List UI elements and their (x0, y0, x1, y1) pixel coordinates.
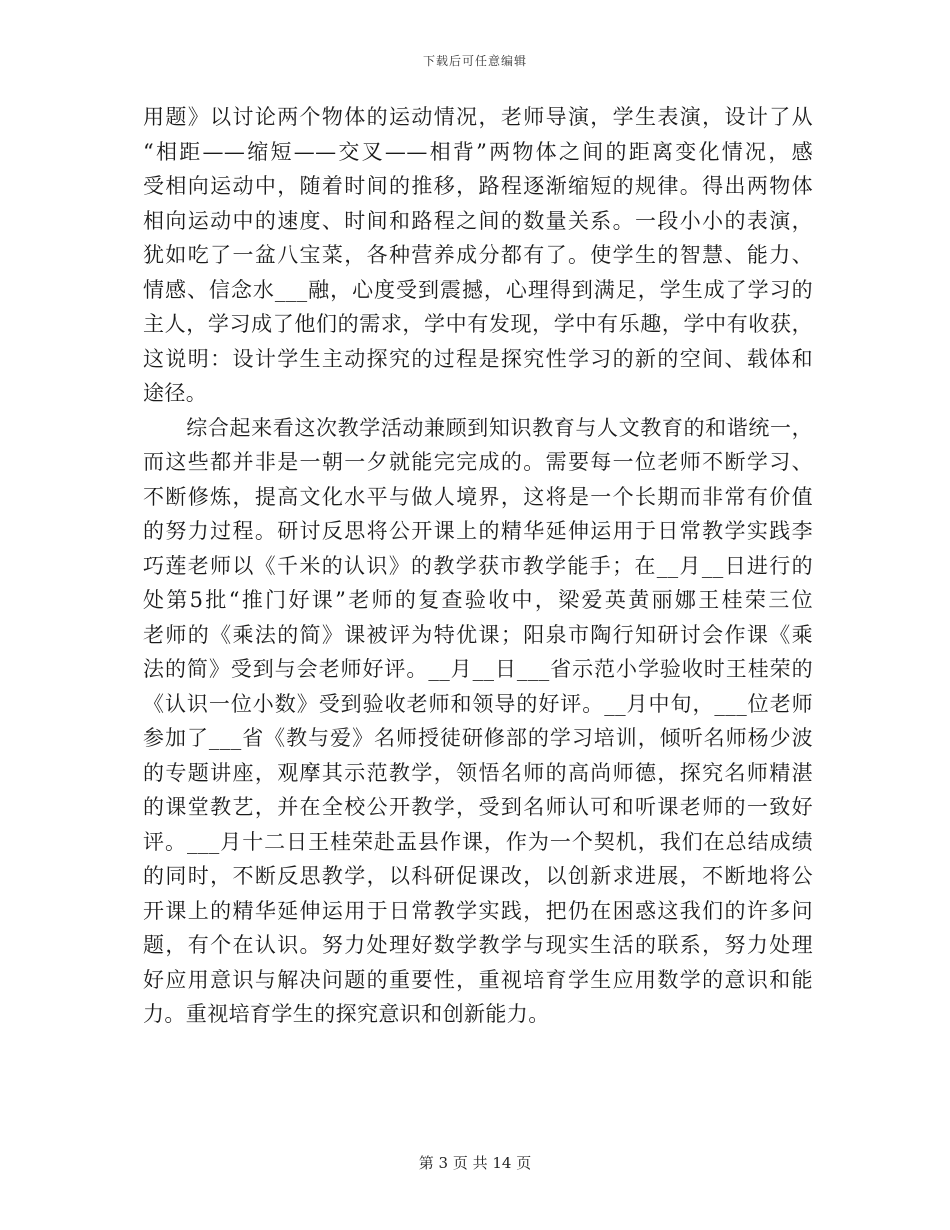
page-header-note: 下载后可任意编辑 (422, 54, 527, 68)
text-line: 巧莲老师以《千米的认识》的教学获市教学能手；在__月__日进行的 (143, 553, 813, 578)
text-line: 老师的《乘法的简》课被评为特优课；阳泉市陶行知研讨会作课《乘 (143, 622, 813, 647)
text-line: 的专题讲座，观摩其示范教学，领悟名师的高尚师德，探究名师精湛 (143, 760, 813, 785)
text-line: 法的简》受到与会老师好评。__月__日___省示范小学验收时王桂荣的 (143, 657, 813, 681)
text-line: “相距——缩短——交叉——相背”两物体之间的距离变化情况，感 (143, 139, 813, 164)
text-line: 力。重视培育学生的探究意识和创新能力。 (143, 1002, 550, 1026)
text-line: 主人，学习成了他们的需求，学中有发现，学中有乐趣，学中有收获， (143, 312, 813, 336)
text-line: 相向运动中的速度、时间和路程之间的数量关系。一段小小的表演， (143, 208, 813, 233)
text-line: 好应用意识与解决问题的重要性，重视培育学生应用数学的意识和能 (143, 967, 813, 992)
text-line: 的同时，不断反思教学，以科研促课改，以创新求进展，不断地将公 (143, 864, 813, 888)
text-line: 参加了___省《教与爱》名师授徒研修部的学习培训，倾听名师杨少波 (143, 726, 813, 750)
text-line: 不断修炼，提高文化水平与做人境界，这将是一个长期而非常有价值 (143, 484, 813, 509)
page-number: 第 3 页 共 14 页 (418, 1154, 532, 1172)
text-line: 情感、信念水___融，心度受到震撼，心理得到满足，学生成了学习的 (143, 277, 813, 302)
text-line: 而这些都并非是一朝一夕就能完完成的。需要每一位老师不断学习、 (143, 450, 813, 474)
text-line: 题，有个在认识。努力处理好数学教学与现实生活的联系，努力处理 (143, 933, 813, 957)
text-line: 处第5批“推门好课”老师的复查验收中，梁爱英黄丽娜王桂荣三位 (143, 588, 813, 612)
text-line: 途径。 (143, 381, 208, 405)
document-body (143, 100, 813, 1032)
text-line: 的课堂教艺，并在全校公开教学，受到名师认可和听课老师的一致好 (143, 795, 813, 819)
text-line: 综合起来看这次教学活动兼顾到知识教育与人文教育的和谐统一， (143, 415, 813, 440)
text-line: 的努力过程。研讨反思将公开课上的精华延伸运用于日常教学实践李 (143, 519, 813, 543)
text-line: 受相向运动中，随着时间的推移，路程逐渐缩短的规律。得出两物体 (143, 174, 813, 198)
text-line: 开课上的精华延伸运用于日常教学实践，把仍在困惑这我们的许多问 (143, 898, 813, 923)
text-line: 《认识一位小数》受到验收老师和领导的好评。__月中旬，___位老师 (143, 691, 813, 716)
text-line: 用题》以讨论两个物体的运动情况，老师导演，学生表演，设计了从 (143, 105, 813, 129)
text-line: 犹如吃了一盆八宝菜，各种营养成分都有了。使学生的智慧、能力、 (143, 243, 813, 267)
text-line: 评。___月十二日王桂荣赴盂县作课，作为一个契机，我们在总结成绩 (143, 829, 813, 854)
text-line: 这说明：设计学生主动探究的过程是探究性学习的新的空间、载体和 (143, 346, 813, 371)
